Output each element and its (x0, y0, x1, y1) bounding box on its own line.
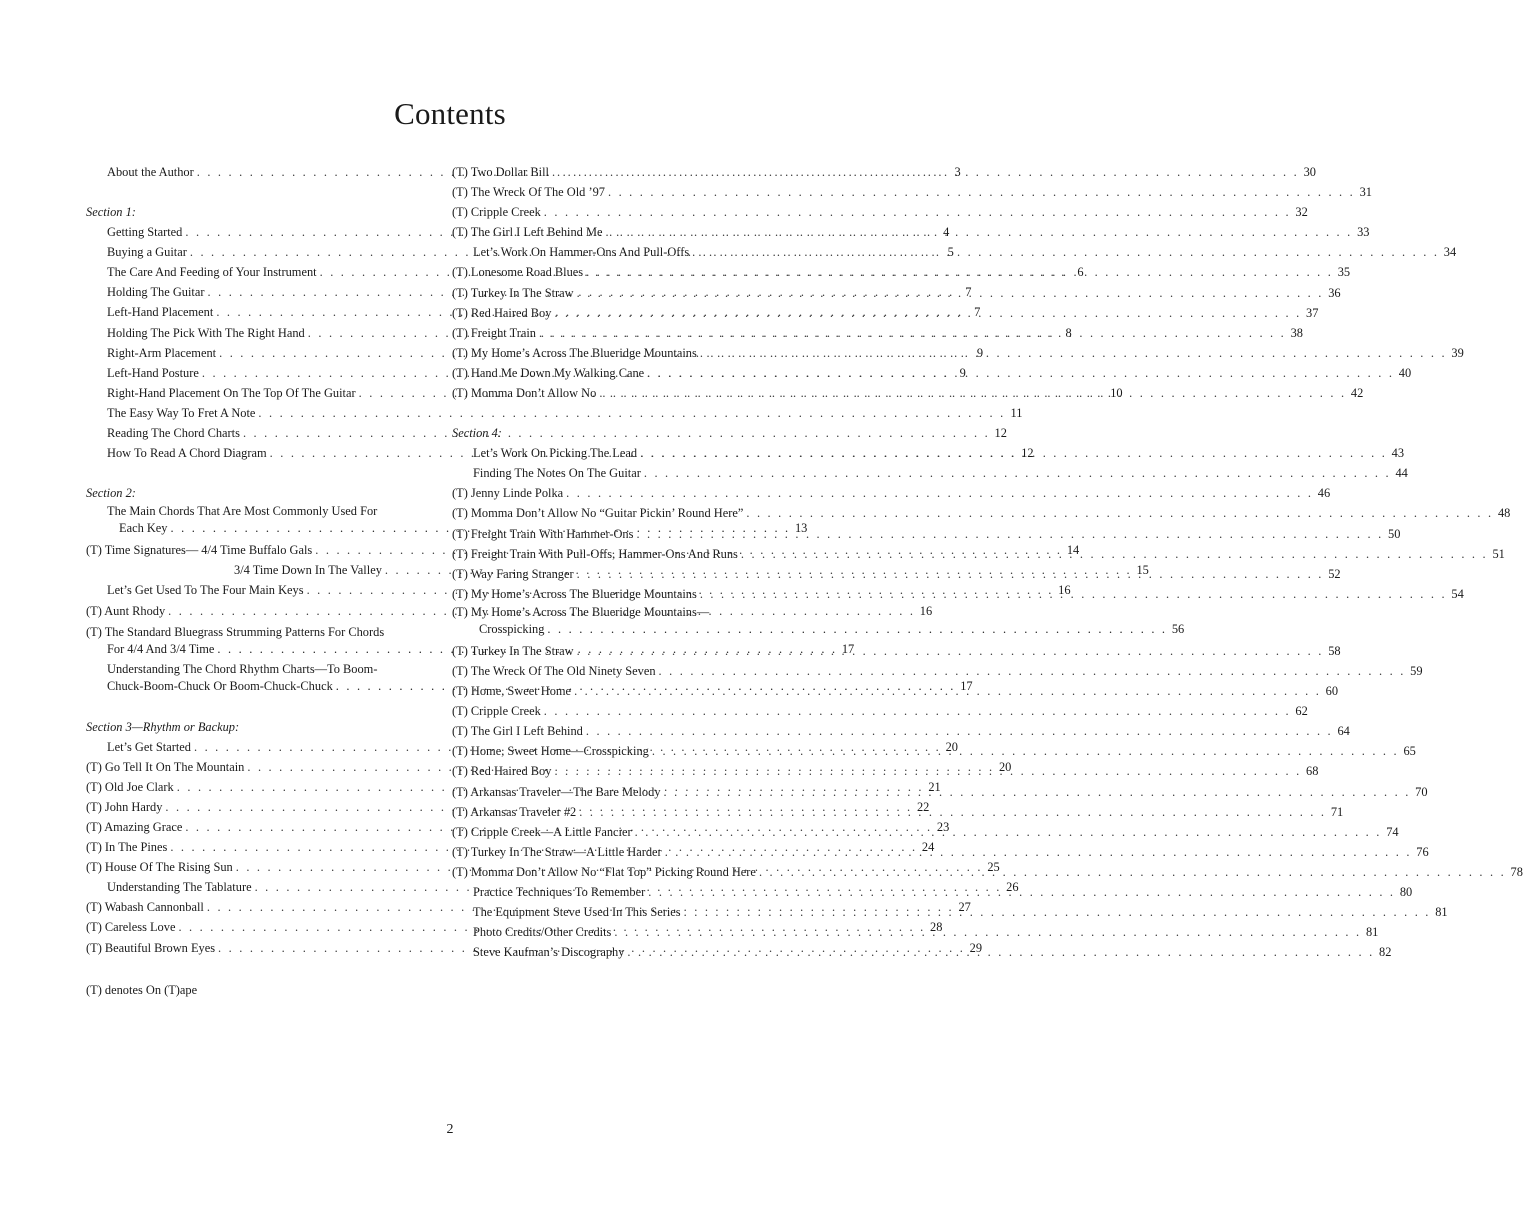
tape-footnote: (T) denotes On (T)ape (86, 983, 198, 997)
toc-page: 21 (928, 779, 941, 794)
dot-leader (554, 303, 1301, 323)
toc-entry (452, 343, 1464, 363)
toc-page: 48 (1497, 506, 1511, 521)
toc-page: 28 (930, 920, 943, 935)
toc-page: 34 (1443, 245, 1457, 260)
toc-title: Practice Techniques To Remember (473, 885, 646, 899)
dot-leader (627, 942, 1374, 962)
page-title: Contents (394, 96, 506, 131)
toc-title: Finding The Notes On The Guitar (473, 466, 641, 481)
toc-title: Let’s Get Started (107, 739, 191, 754)
toc-entry (452, 524, 1401, 544)
toc-title: (T) Arkansas Traveler—The Bare Melody (452, 784, 661, 799)
toc-entry (452, 182, 1372, 202)
toc-page: 6 (1077, 265, 1084, 280)
toc-entry (452, 503, 1511, 523)
toc-entry (452, 363, 1412, 383)
toc-page: 20 (945, 739, 958, 754)
toc-page: 81 (1435, 905, 1448, 920)
toc-page: 78 (1510, 864, 1523, 879)
toc-page: 12 (994, 426, 1007, 441)
toc-title: Understanding The Tablature (107, 880, 252, 895)
toc-page: 31 (1359, 185, 1372, 200)
toc-page: 3 (954, 165, 961, 179)
dot-leader (577, 641, 1324, 661)
toc-page: 4 (943, 225, 950, 240)
toc-page: 16 (919, 603, 933, 618)
toc-title: (T) The Wreck Of The Old ’97 (452, 185, 605, 200)
dot-leader (566, 483, 1313, 503)
toc-page: 9 (959, 365, 966, 380)
toc-page: 38 (1290, 325, 1303, 340)
toc-page: 68 (1306, 764, 1319, 779)
toc-title-line: Crosspicking (479, 621, 545, 636)
toc-page: 30 (1303, 165, 1316, 179)
dot-leader (577, 283, 1324, 303)
dot-leader (599, 383, 1346, 403)
toc-page: 52 (1328, 566, 1341, 581)
toc-title: Left-Hand Placement (107, 305, 214, 320)
toc-title: (T) The Girl I Left Behind (452, 724, 583, 739)
dot-leader (648, 882, 1395, 902)
toc-title-line: (T) The Standard Bluegrass Strumming Patterns For Chords (86, 624, 385, 639)
section-heading: Section 3—Rhythm or Backup: (86, 719, 240, 734)
toc-entry (452, 202, 1308, 222)
dot-leader (700, 343, 1447, 363)
toc-page: 25 (987, 860, 1000, 875)
page-number: 2 (446, 1122, 454, 1137)
toc-page: 65 (1403, 744, 1416, 759)
toc-title: Right-Hand Placement On The Top Of The Guitar (107, 385, 356, 400)
toc-page: 35 (1337, 265, 1351, 280)
toc-page: 23 (936, 819, 950, 834)
toc-title: Holding The Pick With The Right Hand (107, 325, 305, 340)
toc-title: (T) Cripple Creek (452, 704, 541, 719)
toc-entry (452, 483, 1331, 503)
toc-page: 14 (1066, 543, 1080, 558)
toc-title: Steve Kaufman’s Discography (473, 945, 625, 960)
toc-title: (T) Freight Train With Hammer-Ons (452, 526, 634, 541)
toc-title: (T) Aunt Rhody (86, 603, 166, 618)
toc-title: Photo Credits/Other Credits (473, 925, 612, 940)
dot-leader (652, 741, 1399, 761)
toc-page: 29 (969, 940, 983, 955)
toc-title: The Care And Feeding of Your Instrument (107, 265, 317, 280)
toc-page: 59 (1410, 663, 1423, 678)
dot-leader (605, 222, 1352, 242)
toc-page: 24 (921, 840, 935, 855)
toc-page: 76 (1416, 844, 1429, 859)
dot-leader (586, 262, 1333, 282)
toc-page: 27 (958, 900, 971, 915)
toc-page: 62 (1295, 704, 1308, 719)
toc-title: (T) Hand Me Down My Walking Cane (452, 365, 645, 380)
dot-leader (539, 323, 1286, 343)
toc-entry (452, 262, 1351, 282)
toc-page: 64 (1337, 724, 1350, 739)
toc-title: (T) Jenny Linde Polka (452, 486, 564, 501)
dot-leader (700, 584, 1447, 604)
toc-title: (T) House Of The Rising Sun (86, 860, 233, 875)
dot-leader (684, 902, 1431, 922)
toc-title: Left-Hand Posture (107, 365, 199, 380)
toc-title: (T) Red Haired Boy (452, 305, 552, 320)
toc-title-line: (T) My Home’s Across The Blueridge Mountains— (452, 604, 710, 619)
dot-leader (692, 242, 1439, 262)
section-heading: Section 1: (86, 205, 136, 220)
toc-page: 80 (1399, 885, 1413, 899)
toc-title: The Easy Way To Fret A Note (107, 405, 256, 420)
dot-leader (614, 922, 1361, 942)
dot-leader (644, 463, 1391, 483)
toc-page: 33 (1357, 225, 1370, 240)
toc-title: (T) Cripple Creek (452, 205, 541, 220)
toc-page: 42 (1350, 386, 1364, 401)
toc-title: (T) Arkansas Traveler #2 (452, 804, 577, 819)
toc-title: (T) The Girl I Left Behind Me (452, 225, 603, 240)
toc-page: 17 (960, 678, 973, 693)
toc-page: 20 (998, 759, 1012, 774)
toc-title: (T) Careless Love (86, 920, 176, 935)
toc-title: Let’s Get Used To The Four Main Keys (107, 583, 304, 598)
dot-leader (608, 182, 1355, 202)
toc-entry (86, 403, 1023, 423)
toc-title: (T) The Wreck Of The Old Ninety Seven (452, 663, 656, 678)
dot-leader (586, 721, 1333, 741)
toc-title: (T) Old Joe Clark (86, 779, 174, 794)
dot-leader (574, 681, 1321, 701)
toc-title: (T) My Home’s Across The Blueridge Mountains (452, 586, 697, 601)
toc-title: How To Read A Chord Diagram (107, 446, 267, 461)
toc-page: 44 (1395, 466, 1408, 481)
toc-page: 51 (1492, 546, 1505, 561)
dot-leader (577, 564, 1324, 584)
toc-entry (452, 303, 1319, 323)
toc-title: (T) Turkey In The Straw—A Little Harder (452, 844, 662, 859)
toc-title: (T) Freight Train (452, 325, 536, 340)
toc-title-line: For 4/4 And 3/4 Time (107, 641, 215, 656)
toc-title: (T) Cripple Creek—A Little Fancier (452, 824, 632, 839)
toc-entry (452, 721, 1350, 741)
dot-leader (554, 761, 1301, 781)
toc-title: About the Author (107, 165, 194, 179)
toc-title: (T) John Hardy (86, 799, 163, 814)
toc-page: 40 (1398, 365, 1412, 380)
toc-page: 43 (1391, 446, 1405, 461)
toc-title: (T) Turkey In The Straw (452, 643, 574, 658)
section-heading: Section 2: (86, 486, 136, 501)
toc-page: 56 (1171, 621, 1185, 636)
toc-page: 26 (1006, 880, 1019, 895)
dot-leader (552, 162, 1299, 182)
toc-page: 9 (976, 345, 984, 360)
toc-page: 50 (1388, 526, 1401, 541)
toc-title: (T) Home, Sweet Home (452, 684, 572, 699)
dot-leader (640, 443, 1387, 463)
toc-title: Buying a Guitar (107, 245, 187, 260)
toc-page: 11 (1010, 405, 1023, 420)
toc-title: (T) Beautiful Brown Eyes (86, 940, 216, 955)
toc-page: 22 (916, 799, 930, 814)
toc-title: 3/4 Time Down In The Valley (234, 563, 382, 578)
toc-page: 16 (1058, 583, 1071, 598)
toc-page: 5 (947, 245, 954, 260)
toc-page: 39 (1451, 345, 1464, 360)
dot-leader (647, 363, 1394, 383)
toc-page: 46 (1317, 486, 1331, 501)
toc-title: (T) Go Tell It On The Mountain (86, 759, 245, 774)
toc-title-line: Understanding The Chord Rhythm Charts—To Boom- (107, 661, 378, 676)
toc-title: (T) Home, Sweet Home—Crosspicking (452, 744, 649, 759)
toc-title: (T) In The Pines (86, 840, 168, 855)
toc-title: (T) Lonesome Road Blues (452, 265, 584, 280)
dot-leader (635, 822, 1382, 842)
dot-leader (579, 802, 1326, 822)
toc-title: Right-Arm Placement (107, 345, 217, 360)
toc-title: (T) Two Dollar Bill (452, 165, 549, 179)
toc-title: (T) My Home’s Across The Blueridge Mountains (452, 345, 697, 360)
toc-page: 13 (794, 521, 808, 536)
dot-leader (741, 544, 1488, 564)
toc-entry (452, 323, 1303, 343)
toc-title: (T) Way Faring Stranger (452, 566, 574, 581)
toc-page: 74 (1386, 824, 1399, 839)
toc-page: 10 (1110, 385, 1123, 400)
toc-page: 82 (1379, 945, 1392, 960)
toc-title: (T) Turkey In The Straw (452, 285, 574, 300)
dot-leader (544, 701, 1291, 721)
toc-title: Let’s Work On Hammer-Ons And Pull-Offs (473, 245, 690, 260)
dot-leader (664, 782, 1411, 802)
toc-page: 7 (965, 285, 972, 300)
toc-page: 54 (1451, 586, 1464, 601)
dot-leader (746, 503, 1493, 523)
toc-page: 81 (1365, 925, 1379, 940)
section-heading: Section 4: (452, 426, 502, 441)
toc-page: 12 (1021, 446, 1034, 461)
toc-entry (452, 222, 1370, 242)
toc-page: 8 (1065, 325, 1072, 340)
toc-title: Let’s Work On Picking The Lead (473, 446, 638, 461)
toc-title: (T) Red Haired Boy (452, 764, 552, 779)
toc-entry (452, 242, 1457, 262)
toc-page: 70 (1415, 784, 1428, 799)
toc-page: 17 (841, 641, 855, 656)
toc-page: 36 (1328, 285, 1341, 300)
toc-title: (T) Wabash Cannonball (86, 900, 204, 915)
toc-title-line: The Main Chords That Are Most Commonly Used For (107, 504, 378, 519)
toc-page: 58 (1328, 643, 1341, 658)
toc-page: 37 (1306, 305, 1319, 320)
toc-title: Getting Started (107, 225, 183, 240)
toc-page: 7 (974, 305, 981, 320)
toc-page: 32 (1295, 205, 1308, 220)
toc-page: 60 (1325, 684, 1339, 699)
dot-leader (636, 524, 1383, 544)
toc-title: Reading The Chord Charts (107, 426, 240, 441)
toc-title: The Equipment Steve Used In This Series (473, 905, 681, 920)
toc-title-line: Each Key (119, 521, 168, 536)
toc-title: Holding The Guitar (107, 285, 205, 300)
dot-leader (759, 862, 1506, 882)
dot-leader (544, 202, 1291, 222)
toc-entry (452, 701, 1308, 721)
toc-entry (452, 162, 1316, 182)
toc-title: (T) Momma Don’t Allow No “Flat Top” Picking Round Here (452, 864, 756, 879)
toc-page: 71 (1330, 804, 1344, 819)
toc-title: (T) Amazing Grace (86, 819, 183, 834)
toc-entry (452, 283, 1341, 303)
toc-title: (T) Momma Don’t Allow No “Guitar Pickin’ Round Here” (452, 506, 744, 521)
toc-title-line: Chuck-Boom-Chuck Or Boom-Chuck-Chuck (107, 678, 333, 693)
toc-title: (T) Time Signatures— 4/4 Time Buffalo Gals (86, 543, 313, 558)
toc-title: (T) Freight Train With Pull-Offs, Hammer-Ons And Runs (452, 546, 738, 561)
toc-entry (452, 661, 1423, 681)
dot-leader (665, 842, 1412, 862)
toc-title: (T) Momma Don’t Allow No (452, 386, 597, 401)
dot-leader (547, 621, 1167, 638)
dot-leader (659, 661, 1406, 681)
toc-entry (452, 463, 1408, 483)
toc-page: 15 (1136, 563, 1149, 578)
